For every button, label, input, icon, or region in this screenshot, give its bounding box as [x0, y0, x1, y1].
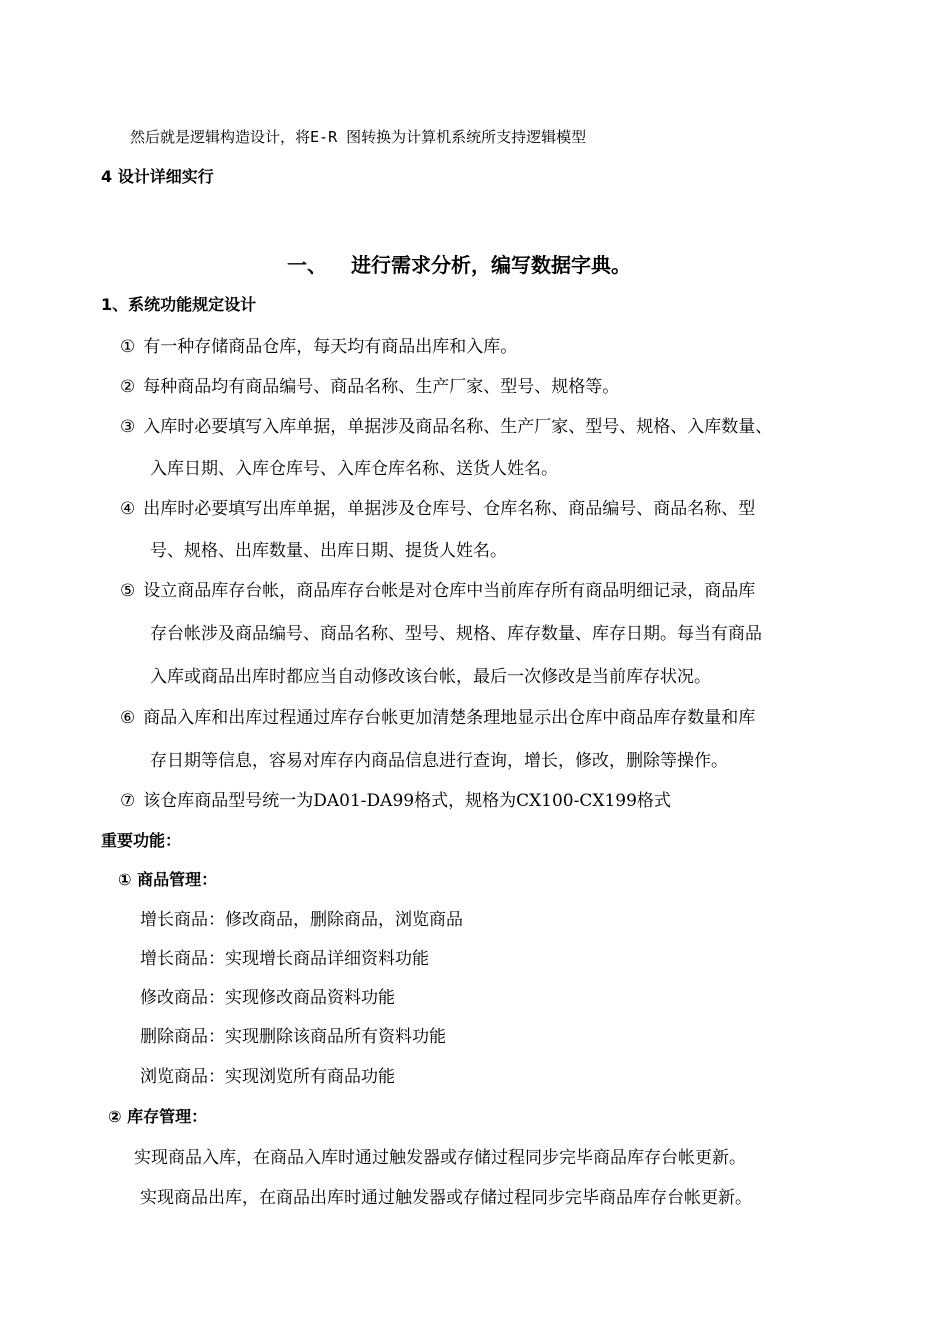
list-item	[120, 498, 755, 520]
list-item: 浏览商品：实现浏览所有商品功能	[140, 1067, 395, 1087]
list-item	[120, 336, 517, 358]
list-item-text: 该仓库商品型号统一为DA01-DA99格式，规格为CX100-CX199格式	[143, 791, 671, 811]
list-marker: ⑦	[120, 791, 136, 811]
list-item	[120, 790, 671, 812]
list-item-text: 每种商品均有商品编号、商品名称、生产厂家、型号、规格等。	[143, 377, 620, 397]
list-item	[120, 580, 755, 602]
chapter-heading	[287, 252, 631, 278]
list-item-continuation: 存台帐涉及商品编号、商品名称、型号、规格、库存数量、库存日期。每当有商品	[150, 624, 762, 644]
list-marker: ④	[120, 499, 136, 519]
list-marker: ⑥	[120, 708, 136, 728]
section-4-heading: 4 设计详细实行	[101, 167, 214, 186]
list-marker: ①	[120, 337, 136, 357]
list-item	[120, 416, 772, 438]
list-item: 增长商品：实现增长商品详细资料功能	[140, 949, 429, 969]
list-item-continuation: 存日期等信息，容易对库存内商品信息进行查询，增长，修改，删除等操作。	[150, 751, 728, 771]
inventory-management-heading: ② 库存管理：	[108, 1107, 208, 1126]
list-item: 实现商品入库，在商品入库时通过触发器或存储过程同步完毕商品库存台帐更新。	[134, 1148, 746, 1168]
main-functions-heading: 重要功能：	[101, 831, 182, 850]
intro-paragraph: 然后就是逻辑构造设计，将E-R 图转换为计算机系统所支持逻辑模型	[130, 128, 587, 146]
list-item	[120, 376, 619, 398]
chapter-number: 一、	[287, 253, 327, 277]
list-item: 增长商品：修改商品，删除商品，浏览商品	[140, 910, 463, 930]
list-marker: ⑤	[120, 581, 136, 601]
subsection-1-heading: 1、系统功能规定设计	[101, 295, 257, 314]
list-item: 修改商品：实现修改商品资料功能	[140, 988, 395, 1008]
chapter-title: 进行需求分析，编写数据字典。	[351, 253, 631, 277]
list-item-text: 设立商品库存台帐，商品库存台帐是对仓库中当前库存所有商品明细记录，商品库	[143, 581, 756, 601]
list-item-continuation: 入库或商品出库时都应当自动修改该台帐，最后一次修改是当前库存状况。	[150, 667, 711, 687]
list-item: 实现商品出库，在商品出库时通过触发器或存储过程同步完毕商品库存台帐更新。	[140, 1188, 752, 1208]
list-item-text: 入库时必要填写入库单据，单据涉及商品名称、生产厂家、型号、规格、入库数量、	[143, 417, 773, 437]
product-management-heading: ① 商品管理：	[118, 870, 218, 889]
list-item-continuation: 入库日期、入库仓库号、入库仓库名称、送货人姓名。	[150, 459, 558, 479]
list-item	[120, 707, 755, 729]
list-marker: ②	[120, 377, 136, 397]
list-item-text: 商品入库和出库过程通过库存台帐更加清楚条理地显示出仓库中商品库存数量和库	[143, 708, 756, 728]
list-item: 删除商品：实现删除该商品所有资料功能	[140, 1027, 446, 1047]
list-item-continuation: 号、规格、出库数量、出库日期、提货人姓名。	[150, 541, 507, 561]
list-item-text: 有一种存储商品仓库，每天均有商品出库和入库。	[143, 337, 518, 357]
list-marker: ③	[120, 417, 136, 437]
list-item-text: 出库时必要填写出库单据，单据涉及仓库号、仓库名称、商品编号、商品名称、型	[143, 499, 756, 519]
